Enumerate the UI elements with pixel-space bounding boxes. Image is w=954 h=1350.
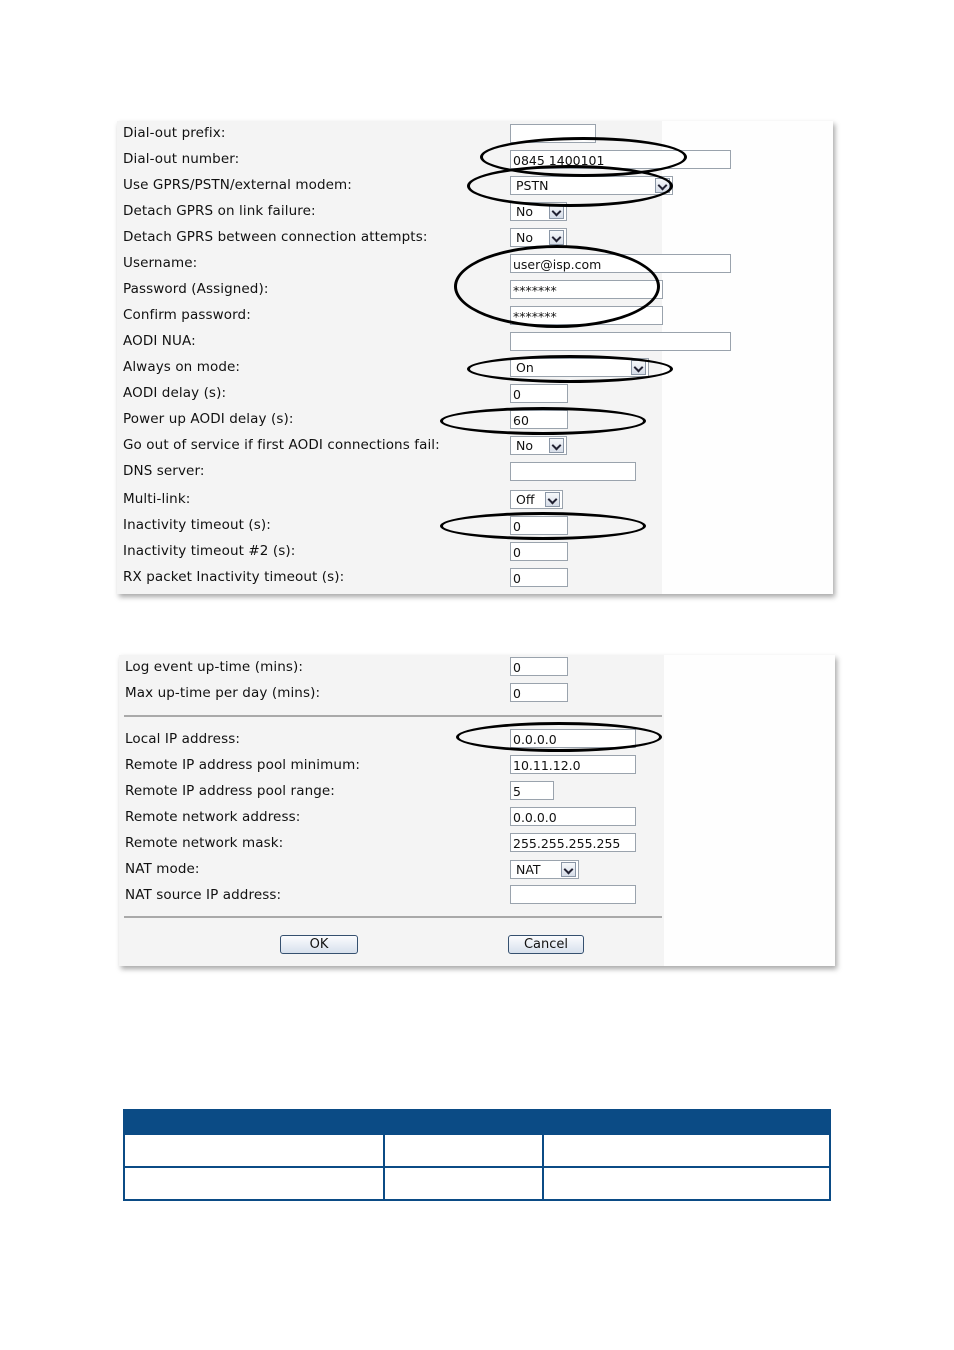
- label-confirm-password: Confirm password:: [123, 307, 251, 323]
- table-header-row: [124, 1110, 830, 1134]
- row-max-uptime: [119, 681, 835, 707]
- pool-range-input[interactable]: 5: [510, 781, 554, 800]
- row-aodi-delay: [117, 381, 833, 407]
- label-pool-min: Remote IP address pool minimum:: [125, 757, 360, 773]
- chevron-down-icon[interactable]: [545, 492, 560, 507]
- detach-gprs-between-select[interactable]: [510, 228, 567, 247]
- label-aodi-nua: AODI NUA:: [123, 333, 196, 349]
- modem-select[interactable]: [510, 176, 673, 195]
- password-input[interactable]: *******: [510, 280, 663, 299]
- row-log-event-uptime: [119, 655, 835, 681]
- row-confirm-password: [117, 303, 833, 329]
- label-inactivity-timeout: Inactivity timeout (s):: [123, 517, 271, 533]
- chevron-down-icon[interactable]: [549, 230, 564, 245]
- table-cell: [384, 1134, 543, 1167]
- label-dialout-number: Dial-out number:: [123, 151, 240, 167]
- row-remote-network: [119, 805, 835, 831]
- label-detach-gprs-between: Detach GPRS between connection attempts:: [123, 229, 428, 245]
- label-remote-network: Remote network address:: [125, 809, 301, 825]
- divider: [124, 715, 662, 717]
- detach-gprs-failure-value: No: [516, 204, 533, 219]
- row-powerup-aodi-delay: [117, 407, 833, 433]
- label-multilink: Multi-link:: [123, 491, 191, 507]
- out-of-service-select[interactable]: [510, 436, 567, 455]
- label-powerup-aodi-delay: Power up AODI delay (s):: [123, 411, 294, 427]
- row-dns-server: [117, 459, 833, 485]
- row-pool-min: [119, 753, 835, 779]
- label-max-uptime: Max up-time per day (mins):: [125, 685, 321, 701]
- label-remote-mask: Remote network mask:: [125, 835, 284, 851]
- always-on-select[interactable]: [510, 358, 649, 377]
- ok-button[interactable]: OK: [280, 935, 358, 954]
- row-nat-mode: [119, 857, 835, 883]
- chevron-down-icon[interactable]: [549, 438, 564, 453]
- label-dialout-prefix: Dial-out prefix:: [123, 125, 226, 141]
- divider: [124, 916, 662, 918]
- nat-source-ip-input[interactable]: [510, 885, 636, 904]
- row-inactivity-timeout: [117, 513, 833, 539]
- label-always-on: Always on mode:: [123, 359, 241, 375]
- label-out-of-service: Go out of service if first AODI connections fail:: [123, 437, 440, 453]
- label-password: Password (Assigned):: [123, 281, 269, 297]
- row-detach-gprs-between: [117, 225, 833, 251]
- chevron-down-icon[interactable]: [561, 862, 576, 877]
- table-cell: [124, 1134, 384, 1167]
- detach-gprs-between-value: No: [516, 230, 533, 245]
- multilink-select[interactable]: [510, 490, 563, 509]
- nat-mode-select[interactable]: [510, 860, 579, 879]
- row-rx-inactivity-timeout: [117, 565, 833, 591]
- dialout-settings-panel: [117, 121, 833, 594]
- row-aodi-nua: [117, 329, 833, 355]
- remote-mask-input[interactable]: 255.255.255.255: [510, 833, 636, 852]
- cancel-button[interactable]: Cancel: [508, 935, 584, 954]
- empty-table: [123, 1109, 831, 1201]
- dialout-prefix-input[interactable]: [510, 124, 596, 143]
- row-pool-range: [119, 779, 835, 805]
- row-remote-mask: [119, 831, 835, 857]
- powerup-aodi-delay-input[interactable]: 60: [510, 410, 568, 429]
- dns-server-input[interactable]: [510, 462, 636, 481]
- row-local-ip: [119, 727, 835, 753]
- chevron-down-icon[interactable]: [549, 204, 564, 219]
- max-uptime-input[interactable]: 0: [510, 683, 568, 702]
- username-input[interactable]: user@isp.com: [510, 254, 731, 273]
- chevron-down-icon[interactable]: [631, 360, 646, 375]
- table-cell: [384, 1167, 543, 1200]
- inactivity-timeout-2-input[interactable]: 0: [510, 542, 568, 561]
- inactivity-timeout-input[interactable]: 0: [510, 516, 568, 535]
- ip-settings-panel: [119, 655, 835, 966]
- label-modem: Use GPRS/PSTN/external modem:: [123, 177, 352, 193]
- row-dialout-prefix: [117, 121, 833, 147]
- label-nat-source-ip: NAT source IP address:: [125, 887, 282, 903]
- label-inactivity-timeout-2: Inactivity timeout #2 (s):: [123, 543, 296, 559]
- label-aodi-delay: AODI delay (s):: [123, 385, 227, 401]
- table-cell: [543, 1167, 830, 1200]
- pool-min-input[interactable]: 10.11.12.0: [510, 755, 636, 774]
- label-local-ip: Local IP address:: [125, 731, 240, 747]
- label-dns-server: DNS server:: [123, 463, 205, 479]
- row-inactivity-timeout-2: [117, 539, 833, 565]
- confirm-password-input[interactable]: *******: [510, 306, 663, 325]
- row-out-of-service: [117, 433, 833, 459]
- label-pool-range: Remote IP address pool range:: [125, 783, 335, 799]
- nat-mode-value: NAT: [516, 862, 541, 877]
- label-detach-gprs-failure: Detach GPRS on link failure:: [123, 203, 316, 219]
- chevron-down-icon[interactable]: [655, 178, 670, 193]
- label-nat-mode: NAT mode:: [125, 861, 200, 877]
- rx-inactivity-timeout-input[interactable]: 0: [510, 568, 568, 587]
- row-modem: [117, 173, 833, 199]
- label-log-event-uptime: Log event up-time (mins):: [125, 659, 304, 675]
- multilink-value: Off: [516, 492, 535, 507]
- aodi-delay-input[interactable]: 0: [510, 384, 568, 403]
- out-of-service-value: No: [516, 438, 533, 453]
- dialout-number-input[interactable]: 0845 1400101: [510, 150, 731, 169]
- log-event-uptime-input[interactable]: 0: [510, 657, 568, 676]
- label-rx-inactivity-timeout: RX packet Inactivity timeout (s):: [123, 569, 345, 585]
- modem-select-value: PSTN: [516, 178, 549, 193]
- local-ip-input[interactable]: 0.0.0.0: [510, 729, 636, 748]
- row-password: [117, 277, 833, 303]
- table-row: [124, 1134, 830, 1167]
- row-dialout-number: [117, 147, 833, 173]
- row-username: [117, 251, 833, 277]
- table-header-cell: [124, 1110, 830, 1134]
- row-always-on: [117, 355, 833, 381]
- remote-network-input[interactable]: 0.0.0.0: [510, 807, 636, 826]
- table-row: [124, 1167, 830, 1200]
- row-multilink: [117, 487, 833, 513]
- row-detach-gprs-failure: [117, 199, 833, 225]
- row-nat-source-ip: [119, 883, 835, 909]
- table-cell: [124, 1167, 384, 1200]
- label-username: Username:: [123, 255, 198, 271]
- table-cell: [543, 1134, 830, 1167]
- aodi-nua-input[interactable]: [510, 332, 731, 351]
- always-on-value: On: [516, 360, 534, 375]
- detach-gprs-failure-select[interactable]: [510, 202, 567, 221]
